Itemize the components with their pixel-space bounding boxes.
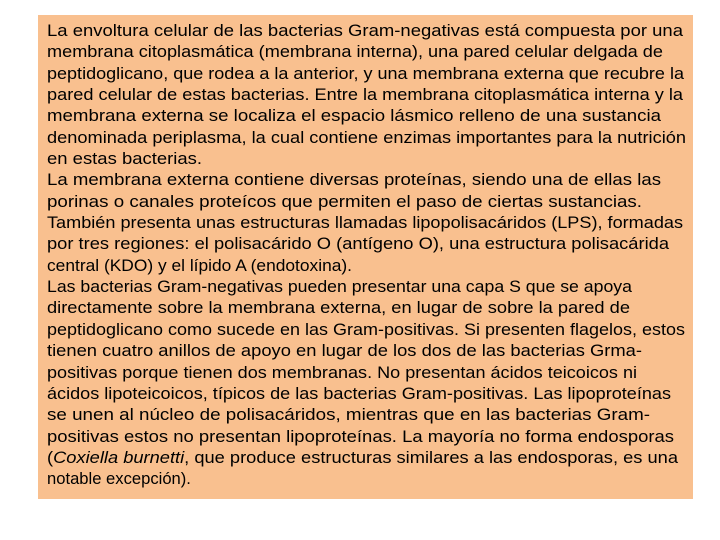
- text-line: central (KDO) y el lípido A (endotoxina).: [47, 255, 353, 275]
- text-line: notable excepción).: [47, 469, 191, 489]
- text-line: por tres regiones: el polisacárido O (antígeno O), una estructura polisacárida: [47, 234, 670, 254]
- text-line: directamente sobre la membrana externa, en lugar de sobre la pared de: [47, 298, 630, 318]
- text-line: en estas bacterias.: [47, 149, 203, 169]
- text-line: positivas porque tienen dos membranas. No presentan ácidos teicoicos ni: [47, 362, 637, 382]
- text-line: pared celular de estas bacterias. Entre la membrana citoplasmática interna y la: [47, 85, 683, 105]
- text-line: denominada periplasma, la cual contiene enzimas importantes para la nutrición: [47, 127, 687, 147]
- text-line: peptidoglicano como sucede en las Gram-positivas. Si presenten flagelos, estos: [47, 319, 685, 339]
- text-box: [38, 15, 693, 499]
- text-line: Las bacterias Gram-negativas pueden presentar una capa S que se apoya: [47, 277, 632, 297]
- text-line: porinas o canales proteícos que permiten el paso de ciertas sustancias.: [47, 191, 643, 211]
- text-line: membrana citoplasmática (membrana interna), una pared celular delgada de: [47, 42, 663, 62]
- text-line: La membrana externa contiene diversas proteínas, siendo una de ellas las: [47, 170, 662, 190]
- text-line: peptidoglicano, que rodea a la anterior, y una membrana externa que recubre la: [47, 63, 684, 83]
- text-fragment: , que produce estructuras similares a las endosporas, es una: [184, 447, 678, 467]
- text-line: También presenta unas estructuras llamadas lipopolisacáridos (LPS), formadas: [47, 213, 684, 233]
- text-line: tienen cuatro anillos de apoyo en lugar de los dos de las bacterias Grma-: [47, 341, 642, 361]
- text-line: La envoltura celular de las bacterias Gram-negativas está compuesta por una: [47, 21, 683, 40]
- text-line: membrana externa se localiza el espacio lásmico relleno de una sustancia: [47, 106, 661, 126]
- text-line: ácidos lipoteicoicos, típicos de las bacterias Gram-positivas. Las lipoproteínas: [47, 383, 672, 403]
- text-line: se unen al núcleo de polisacáridos, mientras que en las bacterias Gram-: [47, 405, 651, 425]
- text-line: positivas estos no presentan lipoproteínas. La mayoría no forma endosporas: [47, 426, 675, 446]
- open-paren: (: [47, 447, 54, 467]
- species-name: Coxiella burnetti: [53, 447, 185, 467]
- text-line-with-italic: [47, 447, 720, 468]
